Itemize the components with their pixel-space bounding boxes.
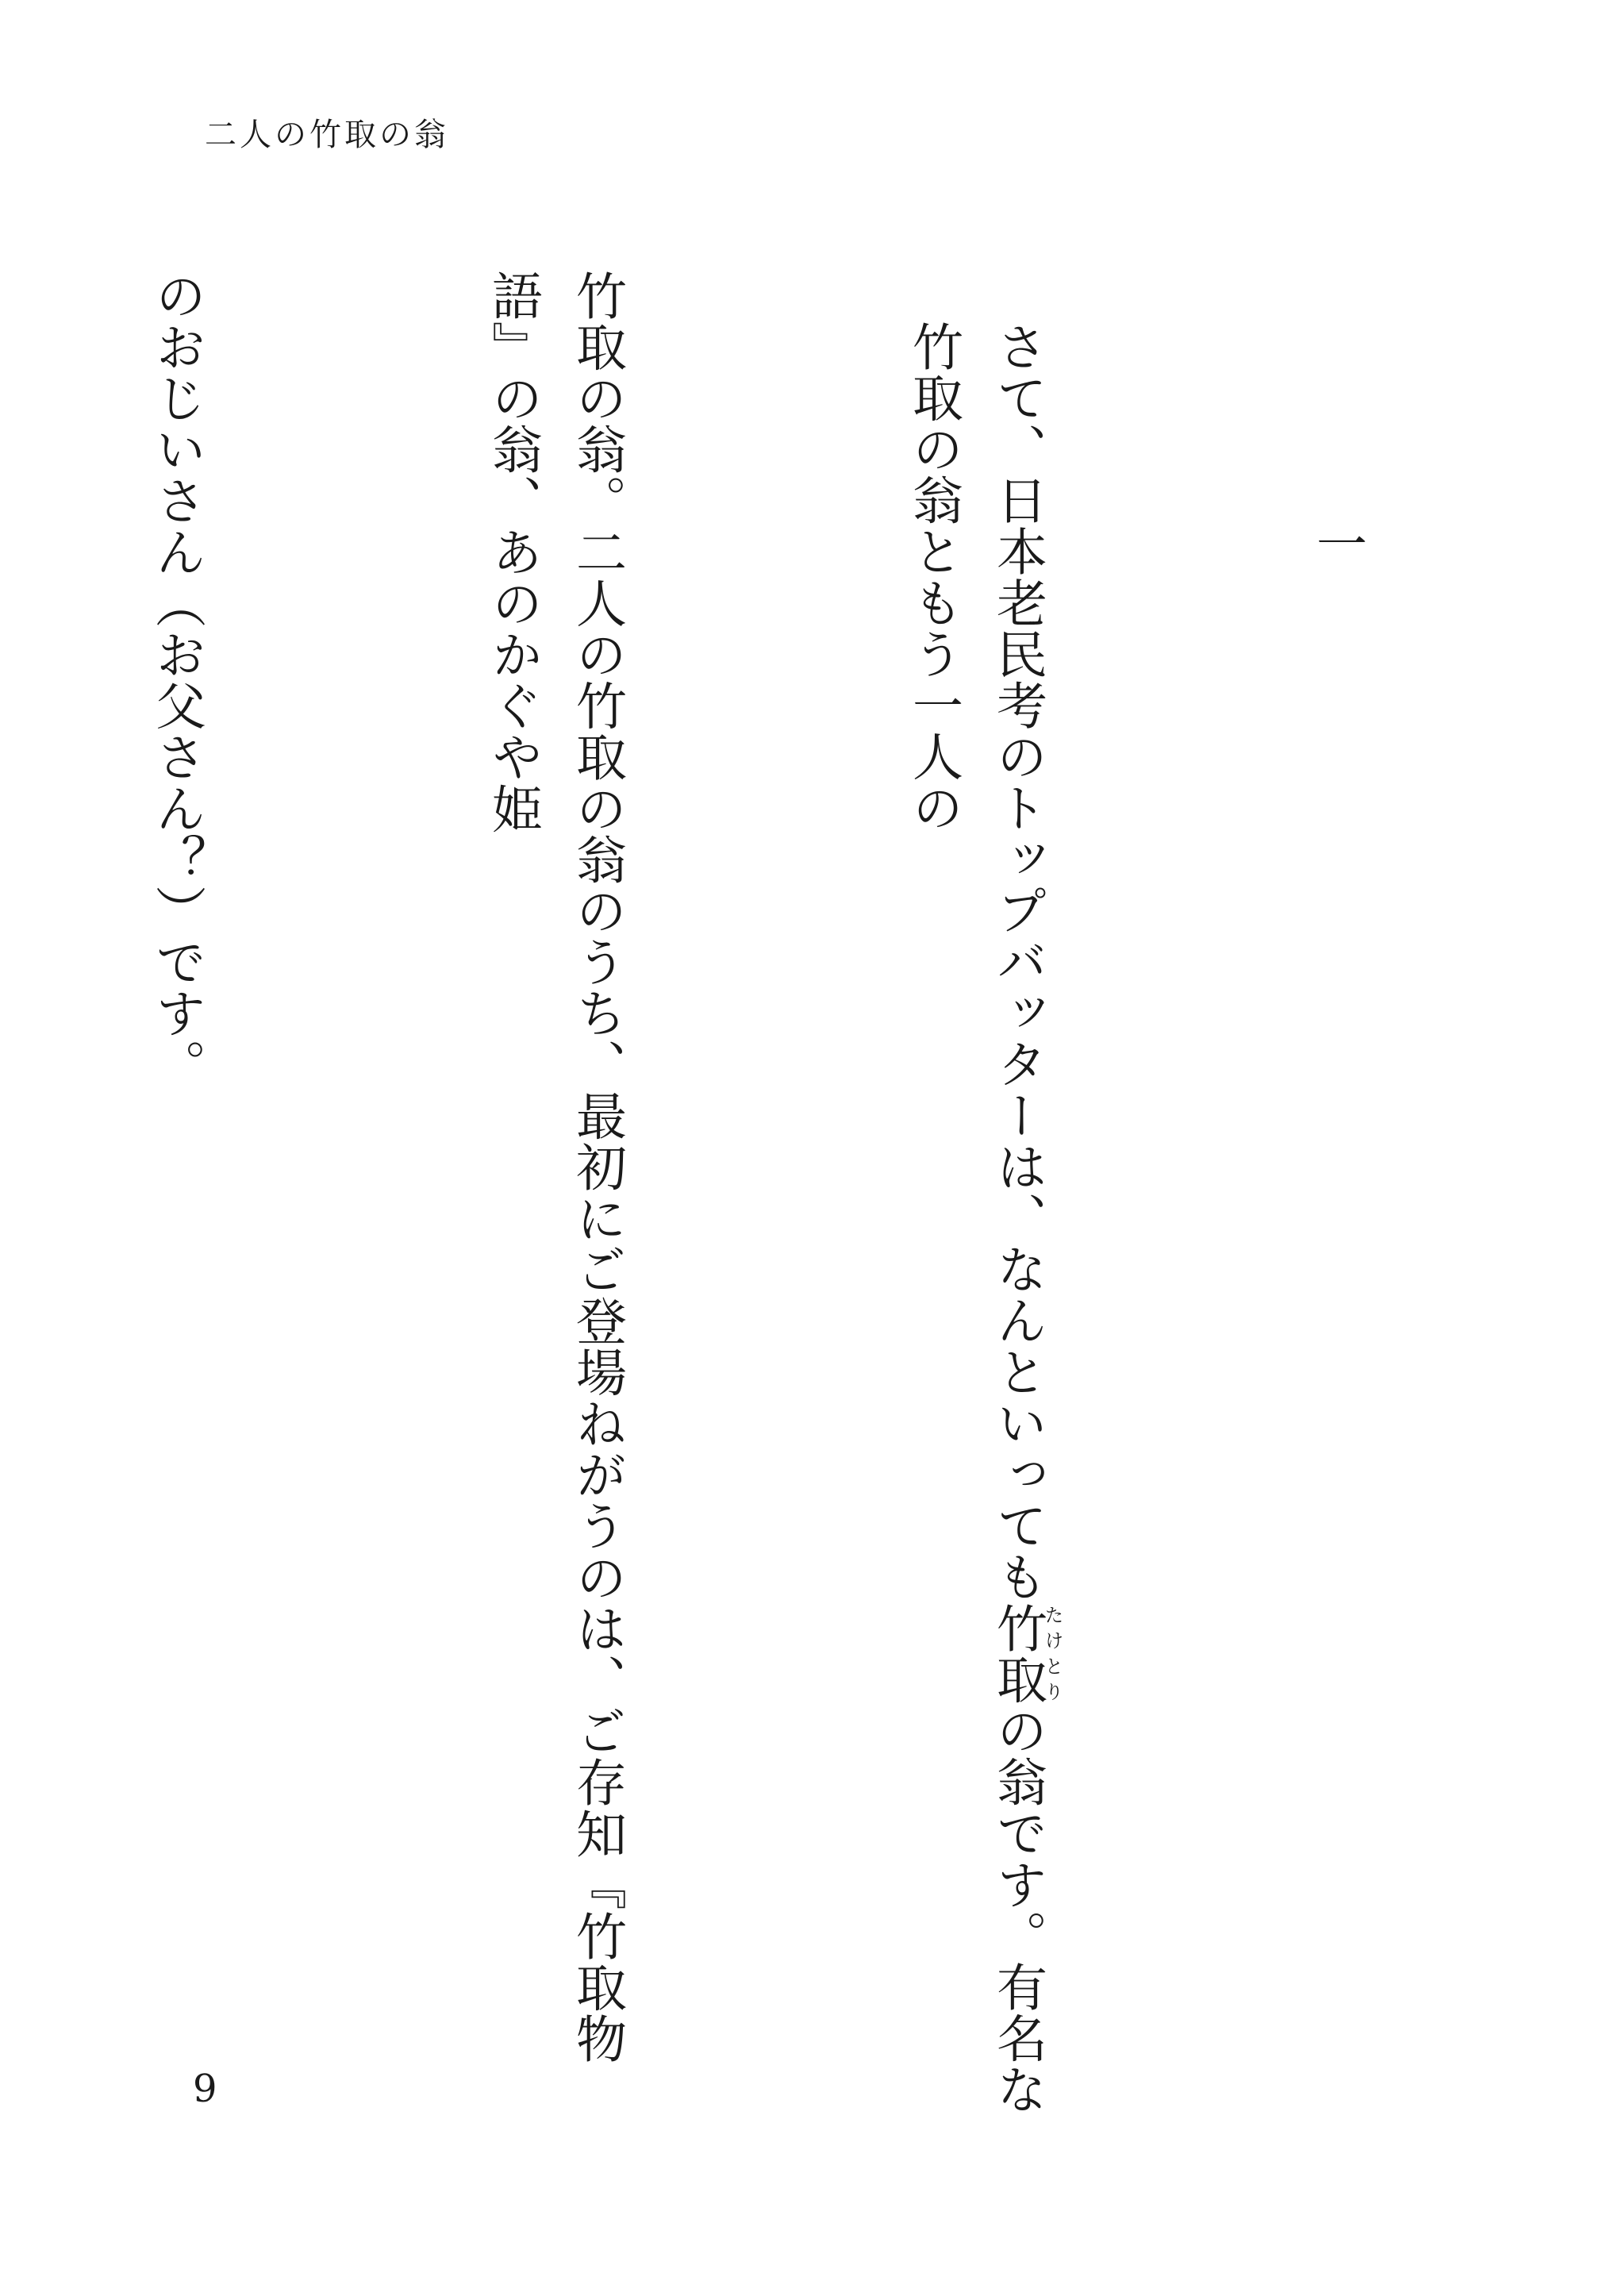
- chapter-number: 一: [1308, 517, 1366, 569]
- ruby-taketori: 竹取たけとり: [988, 1602, 1063, 1706]
- body-text: [0, 270, 1463, 2119]
- page-number: 9: [193, 2067, 217, 2111]
- text-line-1: さて、日本老民考のトップバッターは、なんといっても竹取たけとりの翁です。有名な竹取の翁ともう一人の: [904, 321, 1063, 2116]
- running-head: 二人の竹取の翁: [205, 117, 449, 153]
- text-line-2: 竹取の翁。二人の竹取の翁のうち、最初にご登場ねがうのは、ご存知『竹取物語』の翁、あのかぐや姫: [483, 270, 626, 2064]
- text-line-3: のおじいさん（お父さん？）です。: [147, 270, 206, 1090]
